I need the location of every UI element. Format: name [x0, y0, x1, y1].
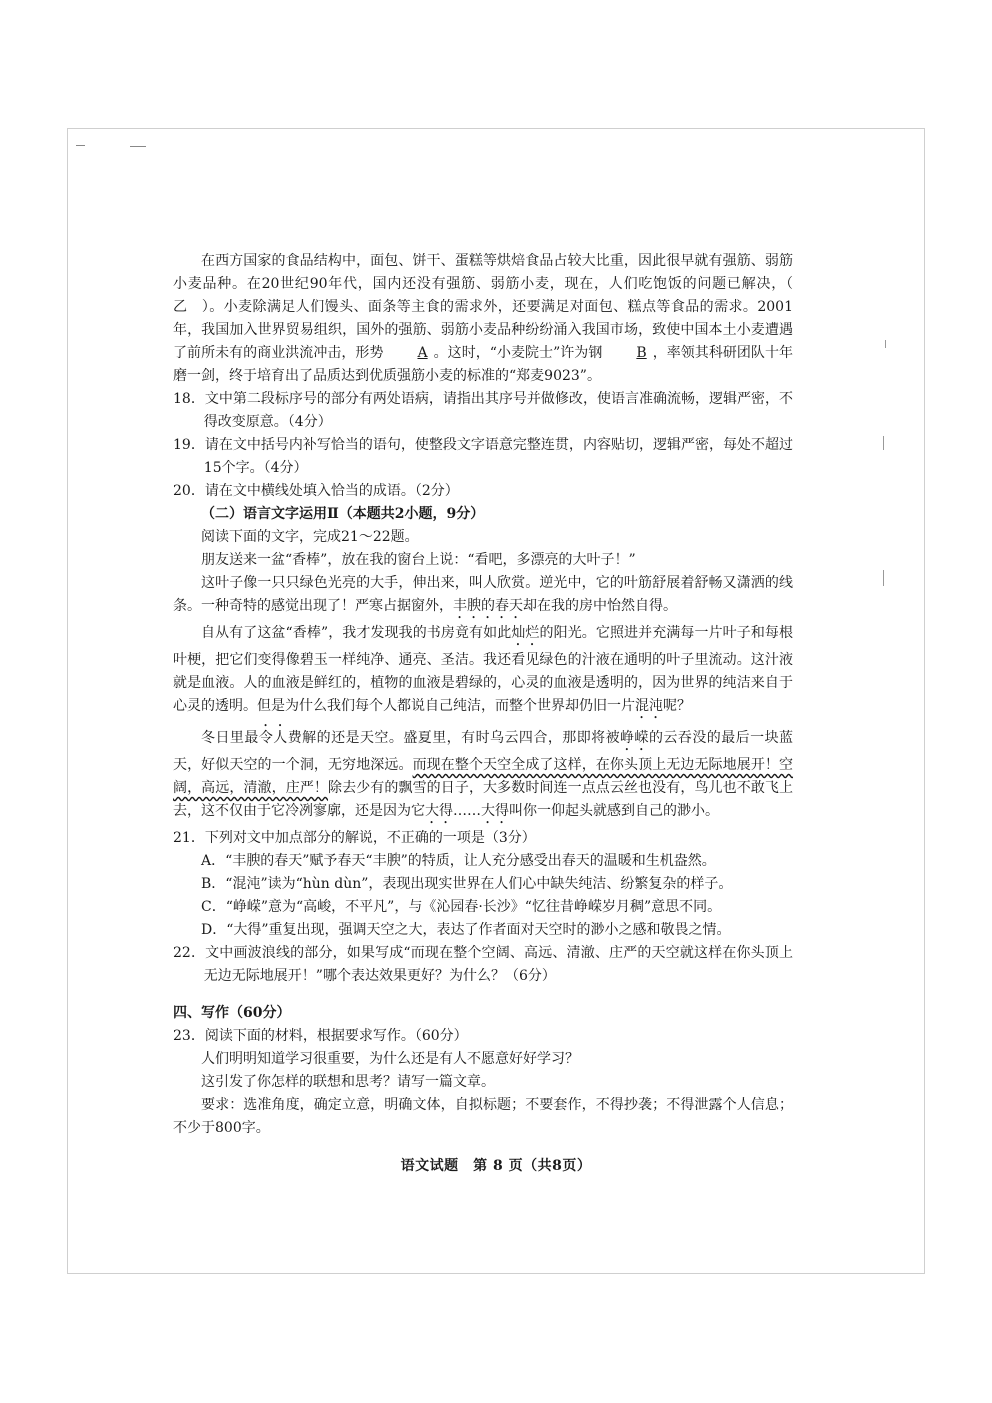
- question-20: 20．请在文中横线处填入恰当的成语。（2分）: [173, 483, 459, 499]
- passage1-paragraph: 在西方国家的食品结构中，面包、饼干、蛋糕等烘焙食品占较大比重，因此很早就有强筋、弱筋小麦品种。在20世纪90年代，国内还没有强筋、弱筋小麦，现在，人们吃饱饭的问题已解决，（ 乙 ）。小麦除满足人们馒头、面条等主食的需求外，还要满足对面包、糕点等食品的需求。2001年，我国加入世界贸易组织，国外的强筋、弱筋小麦品种纷纷涌入我国市场，致使中国本土小麦遭遇了前所未有的商业洪流冲击，形势 A 。这时，“小麦院士”许为钢 B ，率领其科研团队十年磨一剑，终于培育出了品质达到优质强筋小麦的标准的“郑麦9023”。: [173, 253, 807, 384]
- writing-material: 人们明明知道学习很重要，为什么还是有人不愿意好好学习？: [201, 1051, 579, 1067]
- passage2-paragraph-4: 冬日里最令人费解的还是天空。盛夏里，有时乌云四合，那即将被峥嵘的云吞没的最后一块蓝天，好似天空的一个洞，无穷地深远。而现在整个天空全成了这样，在你头顶上无边无际地展开！空阔，高远，清澈，庄严！除去少有的飘雪的日子，大多数时间连一点点云丝也没有，鸟儿也不敢飞上去，这不仅由于它冷冽寥廓，还是因为它大得……大得叫你一仰起头就感到自己的渺小。: [173, 730, 794, 819]
- question-23: 23．阅读下面的材料，根据要求写作。（60分）: [173, 1028, 468, 1044]
- section2-heading: （二）语言文字运用Ⅱ（本题共2小题，9分）: [201, 506, 485, 522]
- writing-prompt: 这引发了你怎样的联想和思考？请写一篇文章。: [201, 1074, 495, 1090]
- section4-heading: 四、写作（60分）: [173, 1005, 291, 1021]
- scan-mark: [883, 570, 884, 586]
- scan-mark: [883, 436, 884, 450]
- question-18: 18．文中第二段标序号的部分有两处语病，请指出其序号并做修改，使语言准确流畅，逻辑严密，不得改变原意。（4分）: [173, 391, 793, 430]
- dotted-phrase: 混沌: [635, 698, 663, 714]
- passage2-paragraph-3: 自从有了这盆“香棒”，我才发现我的书房竟有如此灿烂的阳光。它照进并充满每一片叶子和每根叶梗，把它们变得像碧玉一样纯净、通亮、圣洁。我还看见绿色的汁液在通明的叶子里流动。这汁液就是血液。人的血液是鲜红的，植物的血液是碧绿的，心灵的血液是透明的，因为世界的纯洁来自于心灵的透明。但是为什么我们每个人都说自己纯洁，而整个世界却仍旧一片混沌呢？: [173, 625, 794, 714]
- scan-speck: [130, 146, 146, 147]
- option-b: B．“混沌”读为“hùn dùn”，表现出现实世界在人们心中缺失纯洁、纷繁复杂的样子。: [201, 876, 733, 892]
- passage2-paragraph-2: 这叶子像一只只绿色光亮的大手，伸出来，叫人欣赏。逆光中，它的叶筋舒展着舒畅又潇洒的线条。一种奇特的感觉出现了！严寒占据窗外，丰腴的春天却在我的房中怡然自得。: [173, 575, 793, 614]
- wavy-underlined-sentence: 而现在整个天空全成了这样，在你头顶上无边无际地展开！空阔，高远，清澈，庄严！: [173, 757, 794, 796]
- question-21: 21．下列对文中加点部分的解说，不正确的一项是（3分）: [173, 830, 536, 846]
- dotted-phrase: 丰腴的春天: [453, 598, 523, 614]
- blank-b: B: [636, 345, 647, 361]
- passage2-paragraph-1: 朋友送来一盆“香棒”，放在我的窗台上说：“看吧，多漂亮的大叶子！”: [201, 552, 636, 568]
- question-22: 22．文中画波浪线的部分，如果写成“而现在整个空阔、高远、清澈、庄严的天空就这样在你头顶上无边无际地展开！”哪个表达效果更好？为什么？（6分）: [173, 945, 793, 984]
- section2-instruction: 阅读下面的文字，完成21～22题。: [201, 529, 419, 545]
- dotted-phrase: 峥嵘: [620, 730, 649, 746]
- option-d: D．“大得”重复出现，强调天空之大，表达了作者面对天空时的渺小之感和敬畏之情。: [201, 922, 731, 938]
- dotted-phrase: 灿烂: [511, 625, 540, 641]
- scan-speck: [76, 145, 85, 146]
- dotted-phrase: 令人: [258, 730, 288, 746]
- dotted-phrase: 大得: [481, 803, 509, 819]
- option-a: A．“丰腴的春天”赋予春天“丰腴”的特质，让人充分感受出春天的温暖和生机盎然。: [201, 853, 716, 869]
- scan-mark: [885, 340, 886, 348]
- question-19: 19．请在文中括号内补写恰当的语句，使整段文字语意完整连贯，内容贴切，逻辑严密，每处不超过15个字。（4分）: [173, 437, 793, 476]
- option-c: C．“峥嵘”意为“高峻，不平凡”，与《沁园春·长沙》“忆往昔峥嵘岁月稠”意思不同。: [201, 899, 722, 915]
- writing-requirements: 要求：选准角度，确定立意，明确文体，自拟标题；不要套作，不得抄袭；不得泄露个人信息；不少于800字。: [173, 1097, 793, 1136]
- dotted-phrase: 大得: [425, 803, 453, 819]
- exam-content: [173, 250, 807, 1140]
- blank-a: A: [417, 345, 428, 361]
- page-footer: 语文试题 第 8 页（共8页）: [400, 1158, 592, 1174]
